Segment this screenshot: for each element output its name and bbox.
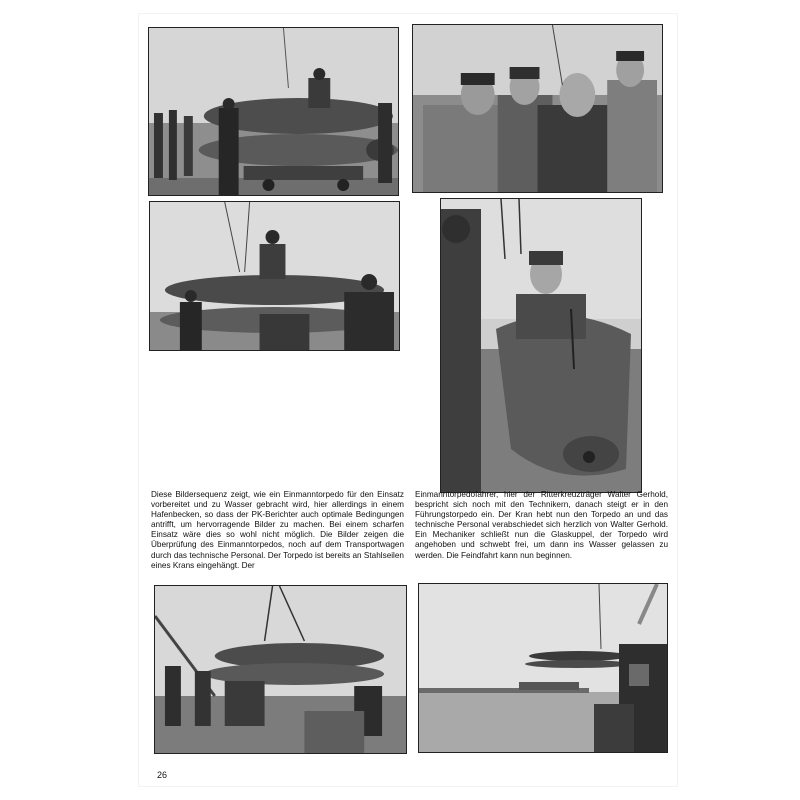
photo-technician-on-torpedo [149,201,400,351]
caption-left: Diese Bildersequenz zeigt, wie ein Einmanntorpedo für den Einsatz vorbereitet und zu Wasser gebracht wird, hier allerdings in einem Hafenbecken, so dass der PK-Berichter auch optimale Bedingungen antrifft, um hervorragende Bilder zu machen. Bei einem scharfen Einsatz wäre dies so wohl nicht möglich. Die Bilder zeigen die Überprüfung des Einmanntorpedos, noch auf dem Transportwagen durch das technische Personal. Der Torpedo ist bereits an Stahlseilen eines Krans eingehängt. Der [151,490,404,570]
photo-torpedo-lifted-by-crane [154,585,407,754]
photo-torpedo-over-harbour [418,583,668,753]
photo-pilot-in-torpedo-cockpit [440,198,642,493]
photo-torpedo-on-trolley [148,27,399,196]
page-number: 26 [157,770,168,780]
photo-pilot-with-technicians [412,24,663,193]
caption-right: Einmanntorpedofahrer, hier der Ritterkreuzträger Walter Gerhold, bespricht sich noch mit den Technikern, danach steigt er in den Führungstorpedo ein. Der Kran hebt nun den Torpedo an und das technische Personal verabschiedet sich herzlich von Walter Gerhold. Ein Mechaniker schließt nun die Glaskuppel, der Torpedo wird angehoben und schwebt frei, um dann ins Wasser gelassen zu werden. Die Feindfahrt kann nun beginnen. [415,490,668,560]
book-page [139,14,677,786]
